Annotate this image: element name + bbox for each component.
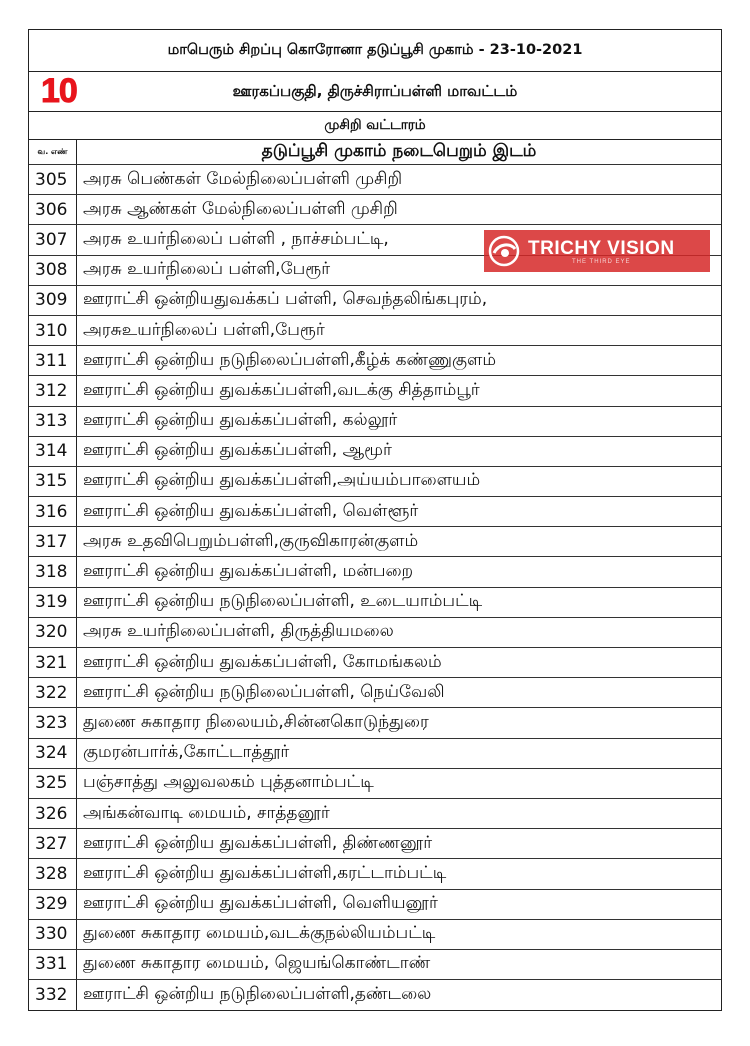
table-row [29, 648, 721, 678]
table-row [29, 890, 721, 920]
camp-location: ஊராட்சி ஒன்றிய துவக்கப்பள்ளி,அய்யம்பாளையம் [83, 470, 481, 491]
serial-number: 318 [29, 557, 77, 586]
serial-number: 306 [29, 195, 77, 224]
table-row [29, 497, 721, 527]
camp-location: துணை சுகாதார நிலையம்,சின்னகொடுந்துரை [83, 711, 429, 732]
camp-location: அரசுஉயர்நிலைப் பள்ளி,பேரூர் [83, 319, 325, 340]
trichy-vision-watermark [484, 230, 710, 272]
camp-location: ஊராட்சி ஒன்றிய துவக்கப்பள்ளி, கல்லூர் [83, 410, 398, 431]
table-row [29, 829, 721, 859]
block-name: முசிறி வட்டாரம் [29, 112, 721, 140]
serial-number: 326 [29, 799, 77, 828]
camp-location: அரசு உதவிபெறும்பள்ளி,குருவிகாரன்குளம் [83, 530, 419, 551]
table-body [29, 165, 721, 1010]
serial-number: 314 [29, 437, 77, 466]
table-row [29, 165, 721, 195]
camp-location: அங்கன்வாடி மையம், சாத்தனூர் [83, 802, 330, 823]
serial-number: 317 [29, 527, 77, 556]
table-row [29, 346, 721, 376]
table-row [29, 467, 721, 497]
camp-location: அரசு ஆண்கள் மேல்நிலைப்பள்ளி முசிறி [83, 198, 398, 219]
table-row [29, 195, 721, 225]
table-header-row [29, 140, 721, 165]
serial-number: 308 [29, 256, 77, 285]
serial-number: 309 [29, 286, 77, 315]
camp-location: ஊராட்சி ஒன்றிய துவக்கப்பள்ளி, திண்ணனூர் [83, 832, 433, 853]
table-row [29, 286, 721, 316]
serial-number: 321 [29, 648, 77, 677]
camp-location: ஊராட்சி ஒன்றிய துவக்கப்பள்ளி, ஆமூர் [83, 440, 392, 461]
serial-number: 307 [29, 225, 77, 254]
serial-number: 331 [29, 950, 77, 979]
watermark-brand: TRICHY VISION [528, 237, 675, 259]
table-row [29, 920, 721, 950]
table-row [29, 407, 721, 437]
table-row [29, 859, 721, 889]
serial-number: 316 [29, 497, 77, 526]
camp-location: ஊராட்சி ஒன்றிய துவக்கப்பள்ளி, வெளியனூர் [83, 893, 438, 914]
camp-location: குமரன்பார்க்,கோட்டாத்தூர் [83, 742, 290, 763]
serial-number: 312 [29, 376, 77, 405]
place-column-header: தடுப்பூசி முகாம் நடைபெறும் இடம் [261, 141, 537, 161]
camp-location: பஞ்சாத்து அலுவலகம் புத்தனாம்பட்டி [83, 772, 374, 793]
page-title: மாபெரும் சிறப்பு கொரோனா தடுப்பூசி முகாம் - 23-10-2021 [29, 30, 721, 72]
table-row [29, 376, 721, 406]
camp-location: ஊராட்சி ஒன்றிய துவக்கப்பள்ளி,வடக்கு சித்தாம்பூர் [83, 379, 480, 400]
serial-column-header: வ. எண் [29, 140, 77, 164]
camp-location: ஊராட்சி ஒன்றிய துவக்கப்பள்ளி, கோமங்கலம் [83, 651, 442, 672]
serial-number: 328 [29, 859, 77, 888]
serial-number: 323 [29, 708, 77, 737]
serial-number: 324 [29, 739, 77, 768]
eye-swoosh-icon [484, 231, 524, 271]
district-subtitle: ஊரகப்பகுதி, திருச்சிராப்பள்ளி மாவட்டம் [232, 81, 518, 100]
table-row [29, 769, 721, 799]
camp-location: ஊராட்சி ஒன்றிய நடுநிலைப்பள்ளி,தண்டலை [83, 984, 432, 1005]
table-row [29, 799, 721, 829]
serial-number: 327 [29, 829, 77, 858]
camp-location: ஊராட்சி ஒன்றிய துவக்கப்பள்ளி, வெள்ளூர் [83, 500, 419, 521]
serial-number: 315 [29, 467, 77, 496]
district-header [29, 72, 721, 112]
table-row [29, 618, 721, 648]
table-row [29, 588, 721, 618]
camp-location: அரசு உயர்நிலைப்பள்ளி, திருத்தியமலை [83, 621, 394, 642]
serial-number: 322 [29, 678, 77, 707]
serial-number: 329 [29, 890, 77, 919]
table-row [29, 708, 721, 738]
serial-number: 310 [29, 316, 77, 345]
table-row [29, 437, 721, 467]
table-row [29, 527, 721, 557]
camp-location: ஊராட்சி ஒன்றிய துவக்கப்பள்ளி, மன்பறை [83, 561, 414, 582]
table-row [29, 316, 721, 346]
serial-number: 325 [29, 769, 77, 798]
serial-number: 313 [29, 407, 77, 436]
camp-location: அரசு பெண்கள் மேல்நிலைப்பள்ளி முசிறி [83, 168, 403, 189]
serial-number: 330 [29, 920, 77, 949]
serial-number: 305 [29, 165, 77, 194]
camp-location: ஊராட்சி ஒன்றிய நடுநிலைப்பள்ளி,கீழ்க் கண்ணுகுளம் [83, 349, 497, 370]
table-row [29, 980, 721, 1010]
serial-number: 332 [29, 980, 77, 1010]
camp-location: அரசு உயர்நிலைப் பள்ளி,பேரூர் [83, 259, 331, 280]
camp-location: ஊராட்சி ஒன்றிய துவக்கப்பள்ளி,கரட்டாம்பட்டி [83, 862, 447, 883]
table-row [29, 739, 721, 769]
camp-location: துணை சுகாதார மையம்,வடக்குநல்லியம்பட்டி [83, 923, 436, 944]
table-row [29, 678, 721, 708]
watermark-tagline: THE THIRD EYE [572, 258, 631, 265]
table-row [29, 557, 721, 587]
camp-location: அரசு உயர்நிலைப் பள்ளி , நாச்சம்பட்டி, [83, 228, 389, 249]
camp-location: ஊராட்சி ஒன்றிய நடுநிலைப்பள்ளி, உடையாம்பட்டி [83, 591, 483, 612]
camp-location: ஊராட்சி ஒன்றியதுவக்கப் பள்ளி, செவந்தலிங்கபுரம், [83, 289, 488, 310]
serial-number: 320 [29, 618, 77, 647]
serial-number: 311 [29, 346, 77, 375]
camp-location: ஊராட்சி ஒன்றிய நடுநிலைப்பள்ளி, நெய்வேலி [83, 681, 445, 702]
serial-number: 319 [29, 588, 77, 617]
page-number-badge: 10 [41, 72, 77, 110]
camp-location: துணை சுகாதார மையம், ஜெயங்கொண்டாண் [83, 953, 431, 974]
table-row [29, 950, 721, 980]
camp-list-sheet [28, 29, 722, 1011]
